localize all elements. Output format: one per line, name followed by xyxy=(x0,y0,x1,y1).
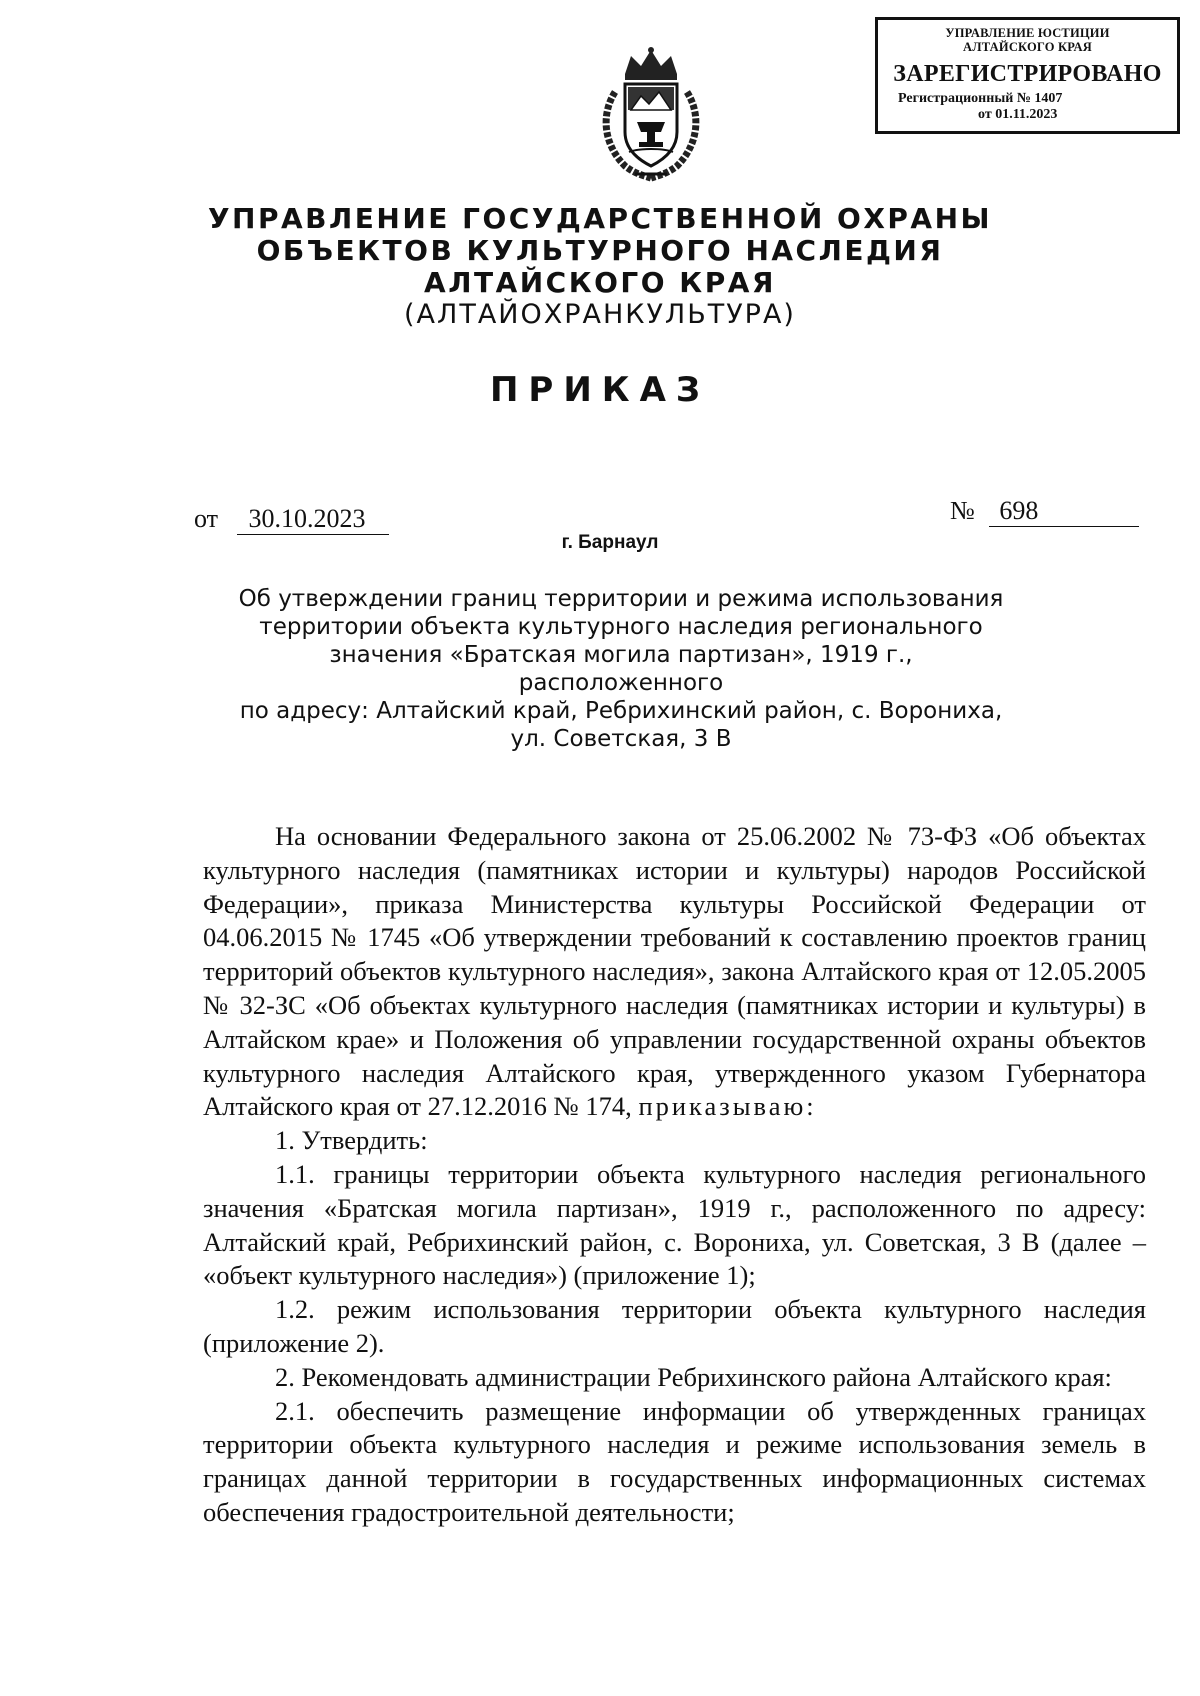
order-title xyxy=(230,585,1012,753)
item-2: 2. Рекомендовать администрации Ребрихинского района Алтайского края: xyxy=(275,1361,1112,1392)
order-date: 30.10.2023 xyxy=(237,504,389,535)
stamp-reg-line xyxy=(878,91,1177,107)
altai-coat-of-arms-icon xyxy=(595,44,707,184)
document-type: ПРИКАЗ xyxy=(489,370,711,410)
item-2-1: 2.1. обеспечить размещение информации об утвержденных границах территории объекта культурного наследия и режиме использования земель в границах данной территории в государственных информационных системах обеспечения градостроительной деятельности; xyxy=(203,1395,1146,1527)
order-number: 698 xyxy=(989,496,1139,527)
org-name-line2: ОБЪЕКТОВ КУЛЬТУРНОГО НАСЛЕДИЯ xyxy=(256,234,944,267)
order-body xyxy=(203,820,1146,1530)
stamp-org-line1: УПРАВЛЕНИЕ ЮСТИЦИИ xyxy=(945,26,1110,40)
stamp-reg-number: 1407 xyxy=(1034,91,1063,106)
stamp-org-line2: АЛТАЙСКОГО КРАЯ xyxy=(963,40,1092,54)
order-title-line2: территории объекта культурного наследия регионального xyxy=(259,614,983,640)
order-date-label: от xyxy=(194,504,219,533)
order-number-label: № xyxy=(950,496,975,525)
stamp-status: ЗАРЕГИСТРИРОВАНО xyxy=(893,61,1162,87)
order-title-line5: ул. Советская, 3 В xyxy=(510,726,732,752)
order-title-line1: Об утверждении границ территории и режима использования xyxy=(238,586,1004,612)
org-name xyxy=(0,203,1200,331)
order-date-field xyxy=(194,504,389,535)
stamp-date-label: от xyxy=(978,107,992,122)
org-abbreviation: (АЛТАЙОХРАНКУЛЬТУРА) xyxy=(404,299,796,330)
city: г. Барнаул xyxy=(561,532,659,553)
order-number-field xyxy=(950,496,1139,527)
stamp-date-line xyxy=(878,107,1177,123)
stamp-date: 01.11.2023 xyxy=(995,107,1058,122)
org-name-line1: УПРАВЛЕНИЕ ГОСУДАРСТВЕННОЙ ОХРАНЫ xyxy=(207,202,993,235)
item-1: 1. Утвердить: xyxy=(275,1125,428,1156)
org-name-line3: АЛТАЙСКОГО КРАЯ xyxy=(424,266,776,299)
preamble-text: На основании Федерального закона от 25.06.2002 № 73-ФЗ «Об объектах культурного наследия (памятниках истории и культуры) народов Российской Федерации», приказа Министерства культуры Российской Федерации от 04.06.2015 № 1745 «Об утверждении требований к составлению проектов границ территорий объектов культурного наследия», закона Алтайского края от 12.05.2005 № 32-ЗС «Об объектах культурного наследия (памятниках истории и культуры) в Алтайском крае» и Положения об управлении государственной охраны объектов культурного наследия Алтайского края, утвержденного указом Губернатора Алтайского края от 27.12.2016 № 174, xyxy=(203,821,1146,1122)
item-1-1: 1.1. границы территории объекта культурного наследия регионального значения «Братская могила партизан», 1919 г., расположенного по адресу: Алтайский край, Ребрихинский район, с. Ворониха, ул. Советская, 3 В (далее – «объект культурного наследия») (приложение 1); xyxy=(203,1158,1146,1291)
stamp-reg-label: Регистрационный № xyxy=(898,91,1031,106)
order-word: приказываю: xyxy=(638,1091,817,1122)
order-title-line4: по адресу: Алтайский край, Ребрихинский район, с. Ворониха, xyxy=(239,698,1003,724)
preamble-paragraph xyxy=(203,820,1146,1124)
order-title-line3: значения «Братская могила партизан», 1919 г., расположенного xyxy=(329,642,913,696)
registration-stamp xyxy=(875,17,1180,134)
item-1-2: 1.2. режим использования территории объекта культурного наследия (приложение 2). xyxy=(203,1294,1146,1358)
